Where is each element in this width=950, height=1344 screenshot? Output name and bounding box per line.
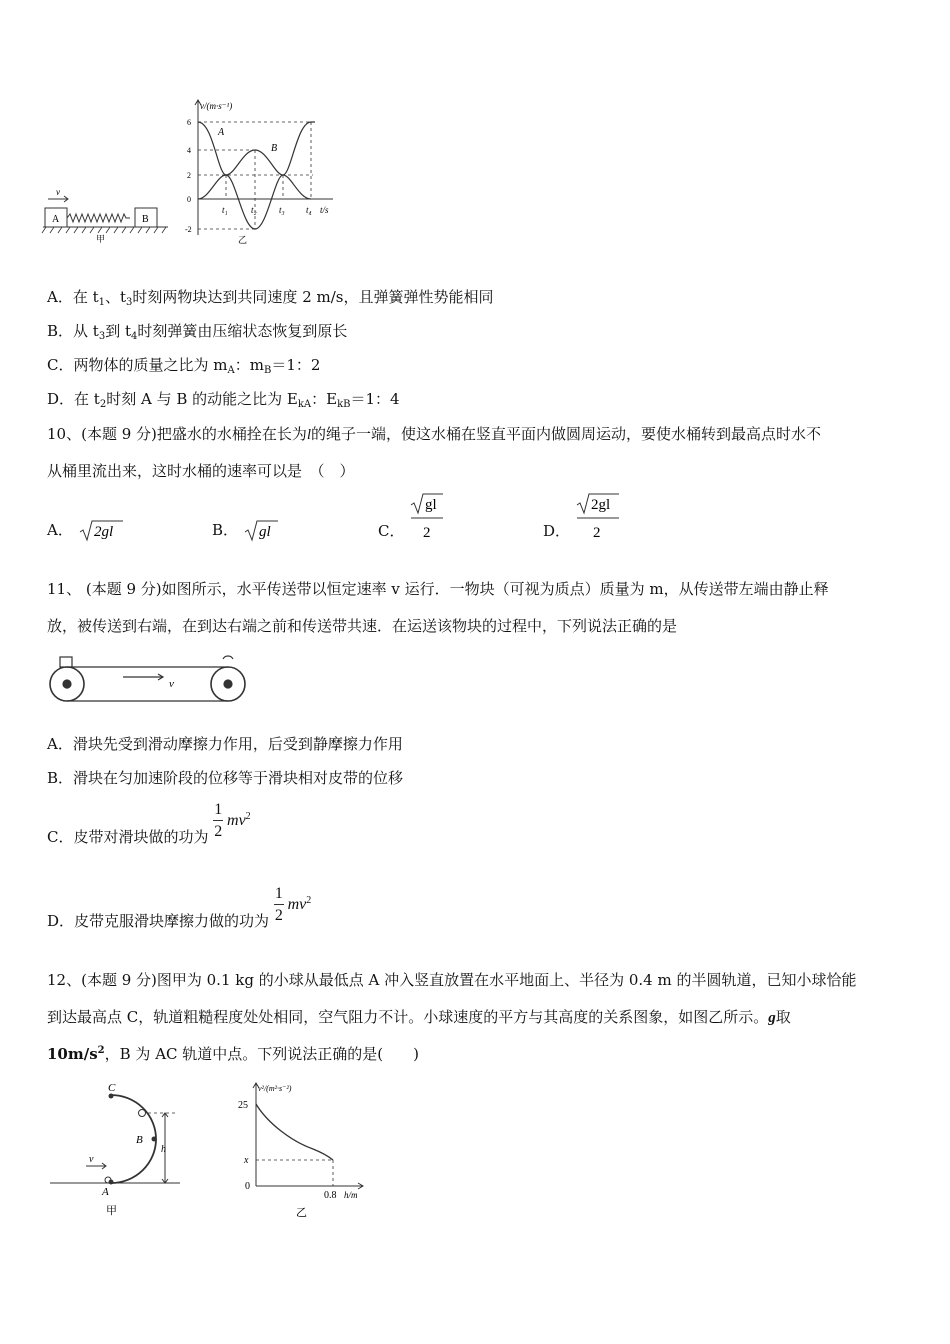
figure-conveyor-belt	[45, 653, 250, 705]
q10-option-b: B． gl	[212, 519, 279, 543]
tick-y-25: 25	[238, 1100, 248, 1111]
block-a-label: A	[52, 214, 60, 225]
q11-option-b: B．滑块在匀加速阶段的位移等于滑块相对皮带的位移	[47, 769, 404, 787]
figure-v2-h-graph	[238, 1078, 378, 1223]
q11-option-a: A．滑块先受到滑动摩擦力作用，后受到静摩擦力作用	[47, 735, 403, 753]
q11-stem-line1: 11、 (本题 9 分)如图所示，水平传送带以恒定速率 v 运行．一物块（可视为质点）质量为 m，从传送带左端由静止释	[47, 580, 829, 598]
q10-option-c: C． gl 2	[378, 492, 445, 544]
v-label: v	[56, 187, 60, 197]
curve-b-label: B	[271, 143, 278, 154]
point-a-label: A	[102, 1186, 109, 1198]
tick-y-4: 4	[187, 146, 191, 155]
q10-option-d: D． 2gl 2	[543, 492, 621, 544]
sqrt-symbol	[78, 519, 124, 543]
tick-y-6: 6	[187, 118, 191, 127]
fraction	[575, 492, 621, 544]
figure-left-caption: 甲	[96, 234, 106, 244]
q11-stem-line2: 放，被传送到右端，在到达右端之前和传送带共速．在运送该物块的过程中，下列说法正确的是	[47, 617, 678, 635]
tick-y-2: 2	[187, 171, 191, 180]
v-label: v	[89, 1154, 94, 1165]
point-c-label: C	[108, 1082, 116, 1094]
semicircle-track	[111, 1095, 156, 1183]
svg-text:2: 2	[592, 525, 601, 541]
q12-stem-line3: $10m/s^2$，B 为 AC 轨道中点。下列说法正确的是( )	[47, 1045, 419, 1063]
block-b-label: B	[142, 214, 149, 225]
origin-label: 0	[245, 1181, 250, 1192]
figure-semicircle-track	[50, 1080, 190, 1220]
q9-option-a: A．在 $t_1$、$t_3$时刻两物块达到共同速度 2 m/s，且弹簧弹性势能相同	[47, 288, 494, 308]
point-b-label: B	[136, 1134, 143, 1146]
figure-left-caption: 甲	[106, 1205, 117, 1217]
y-axis-label: v/(m·s⁻¹)	[200, 101, 233, 111]
q10-stem-line2: 从桶里流出来，这时水桶的速率可以是 （ ）	[47, 462, 355, 480]
figure-spring-blocks	[40, 95, 190, 245]
tick-x-08: 0.8	[324, 1190, 337, 1201]
h-label: h	[161, 1144, 166, 1155]
q10-option-a: A． 2gl	[47, 519, 124, 543]
tick-t1: t₁	[222, 205, 228, 215]
tick-y-0: 0	[187, 195, 191, 204]
curve-a-label: A	[218, 127, 225, 138]
x-axis-label: h/m	[344, 1190, 358, 1200]
fraction	[409, 492, 445, 544]
figure-velocity-graph	[185, 95, 345, 245]
tick-t2: t₂	[251, 205, 257, 215]
q11-option-d: D．皮带克服滑块摩擦力做的功为 $\frac{1}{2}$ $mv^2$	[47, 885, 312, 930]
curve-b	[198, 150, 311, 199]
svg-text:2: 2	[423, 525, 431, 541]
q9-option-d: D．在 $t_2$时刻 A 与 B 的动能之比为 $E_{kA}$：$E_{kB}=1$：4	[47, 390, 400, 410]
q12-stem-line1: 12、(本题 9 分)图甲为 0.1 kg 的小球从最低点 A 冲入竖直放置在水平地面上、半径为 0.4 m 的半圆轨道，已知小球恰能	[47, 971, 857, 989]
q9-option-b: B．从 $t_3$到 $t_4$时刻弹簧由压缩状态恢复到原长	[47, 322, 348, 342]
tick-y-neg2: -2	[185, 225, 192, 234]
spring	[67, 214, 130, 222]
q11-option-c: C．皮带对滑块做的功为 $\frac{1}{2}$ $mv^2$	[47, 801, 251, 846]
svg-text:2gl: 2gl	[93, 524, 113, 540]
tick-t3: t₃	[279, 205, 285, 215]
y-axis-label: v²/(m²·s⁻²)	[258, 1084, 292, 1093]
svg-text:gl: gl	[425, 497, 437, 513]
tick-y-x: x	[244, 1155, 249, 1166]
q12-stem-line2: 到达最高点 C，轨道粗糙程度处处相同，空气阻力不计。小球速度的平方与其高度的关系图象，如图乙所示。g取	[47, 1008, 791, 1026]
figure-right-caption: 乙	[238, 235, 248, 245]
t-axis-label: t/s	[320, 205, 329, 215]
sqrt-symbol	[243, 519, 279, 543]
q10-stem-line1: 10、(本题 9 分)把盛水的水桶拴在长为l的绳子一端，使这水桶在竖直平面内做圆周运动，要使水桶转到最高点时水不	[47, 425, 822, 443]
v-label: v	[169, 678, 174, 690]
small-block	[60, 657, 72, 667]
svg-text:2gl: 2gl	[590, 497, 610, 513]
tick-t4: t₄	[306, 205, 312, 215]
q9-option-c: C．两物体的质量之比为 $m_A$：$m_B=1$：2	[47, 356, 321, 376]
figure-right-caption: 乙	[296, 1207, 307, 1219]
v2-curve	[256, 1104, 333, 1160]
svg-text:gl: gl	[258, 524, 271, 540]
